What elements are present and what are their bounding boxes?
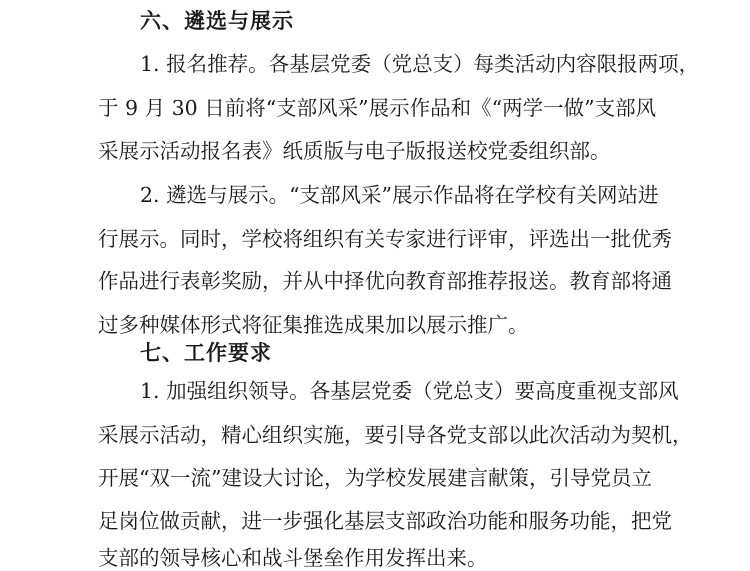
section-heading-work-requirements: 七、工作要求: [140, 340, 272, 365]
paragraph-line: 1. 报名推荐。各基层党委（党总支）每类活动内容限报两项，: [140, 52, 700, 76]
paragraph-line: 行展示。同时，学校将组织有关专家进行评审，评选出一批优秀: [98, 227, 672, 251]
paragraph-line: 作品进行表彰奖励，并从中择优向教育部推荐报送。教育部将通: [98, 269, 672, 293]
paragraph-line: 足岗位做贡献，进一步强化基层支部政治功能和服务功能，把党: [98, 509, 672, 533]
paragraph-line: 采展示活动报名表》纸质版与电子版报送校党委组织部。: [98, 139, 611, 163]
paragraph-line: 开展“双一流”建设大讨论，为学校发展建言献策，引导党员立: [98, 466, 652, 490]
section-heading-selection-display: 六、遴选与展示: [140, 8, 294, 33]
paragraph-line: 1. 加强组织领导。各基层党委（党总支）要高度重视支部风: [140, 379, 679, 403]
paragraph-line: 过多种媒体形式将征集推选成果加以展示推广。: [98, 313, 529, 337]
paragraph-line: 采展示活动，精心组织实施，要引导各党支部以此次活动为契机，: [98, 423, 693, 447]
paragraph-line: 于 9 月 30 日前将“支部风采”展示作品和《“两学一做”支部风: [98, 96, 657, 120]
paragraph-line: 支部的领导核心和战斗堡垒作用发挥出来。: [98, 546, 488, 570]
paragraph-line: 2. 遴选与展示。“支部风采”展示作品将在学校有关网站进: [140, 183, 659, 207]
